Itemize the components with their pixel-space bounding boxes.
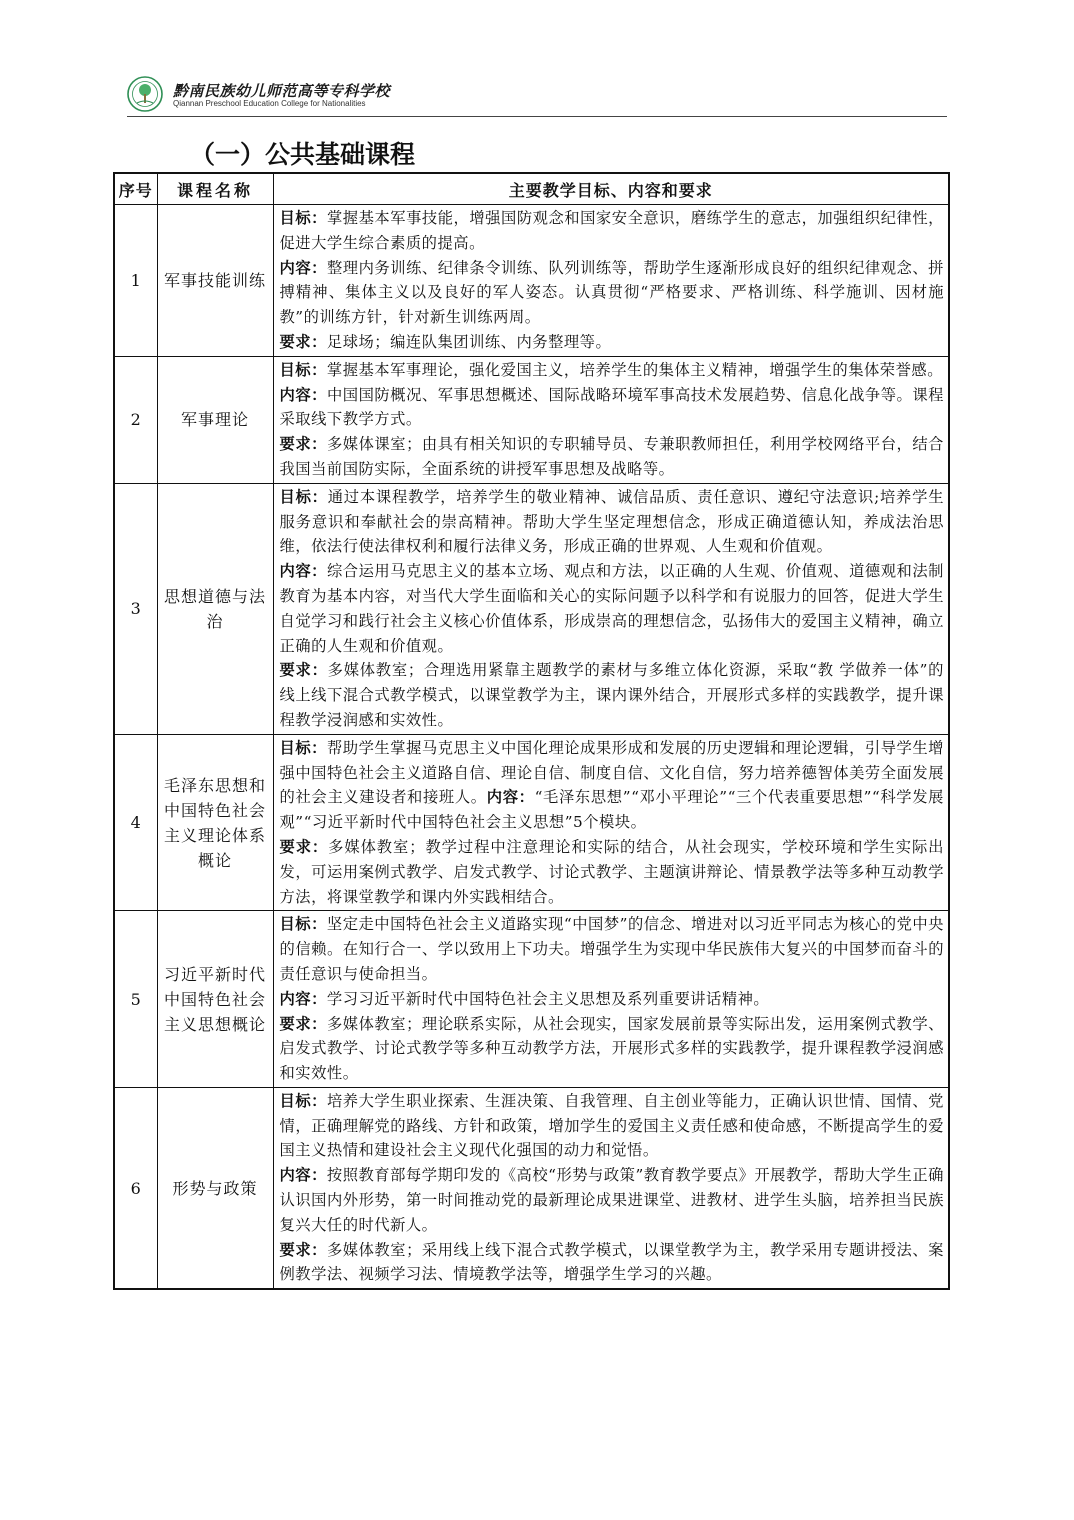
table-row [114, 483, 949, 734]
requirement-text: 多媒体教室；理论联系实际，从社会现实，国家发展前景等实际出发，运用案例式教学、启发式教学、讨论式教学等多种互动教学方法，开展形式多样的实践教学，提升课程教学浸润感和实效性。 [279, 1014, 944, 1083]
table-row [114, 356, 949, 483]
content-label: 内容： [279, 562, 327, 581]
requirement-text: 多媒体课室；由具有相关知识的专职辅导员、专兼职教师担任，利用学校网络平台，结合我国当前国防实际，全面系统的讲授军事思想及战略等。 [279, 435, 944, 478]
content-paragraph [280, 383, 945, 433]
course-description [273, 911, 949, 1088]
goal-text: 帮助学生掌握马克思主义中国化理论成果形成和发展的历史逻辑和理论逻辑，引导学生增强中国特色社会主义道路自信、理论自信、制度自信、文化自信，努力培养德智体美劳全面发展的社会主义建设者和接班人。 [279, 738, 944, 807]
page-header [127, 72, 947, 116]
school-logo-icon [127, 76, 163, 112]
requirement-paragraph [280, 1238, 945, 1288]
goal-text: 掌握基本军事技能，增强国防观念和国家安全意识，磨练学生的意志，加强组织纪律性，促进大学生综合素质的提高。 [279, 209, 944, 252]
table-row [114, 1087, 949, 1289]
goal-paragraph [280, 736, 945, 835]
section-title: （一）公共基础课程 [190, 140, 416, 169]
table-row [114, 911, 949, 1088]
header-divider [127, 116, 947, 117]
table-row [114, 734, 949, 911]
course-name: 思想道德与法治 [157, 483, 273, 734]
requirement-text: 多媒体教室；采用线上线下混合式教学模式，以课堂教学为主，教学采用专题讲授法、案例教学法、视频学习法、情境教学法等，增强学生学习的兴趣。 [279, 1240, 944, 1284]
requirement-paragraph [280, 658, 945, 732]
course-description [273, 356, 949, 483]
content-label: 内容： [279, 385, 327, 404]
row-number: 4 [114, 734, 157, 911]
goal-paragraph [280, 485, 945, 559]
goal-text: 通过本课程教学，培养学生的敬业精神、诚信品质、责任意识、遵纪守法意识;培养学生服务意识和奉献社会的崇高精神。帮助大学生坚定理想信念，形成正确道德认知，养成法治思维，依法行使法律权利和履行法律义务，形成正确的世界观、人生观和价值观。 [279, 487, 944, 556]
course-name: 军事理论 [157, 356, 273, 483]
course-name: 习近平新时代中国特色社会主义思想概论 [157, 911, 273, 1088]
requirement-paragraph [280, 432, 945, 482]
content-text: 按照教育部每学期印发的《高校“形势与政策”教育教学要点》开展教学，帮助大学生正确认识国内外形势，第一时间推动党的最新理论成果进课堂、进教材、进学生头脑，培养担当民族复兴大任的时代新人。 [279, 1166, 944, 1234]
requirement-label: 要求： [279, 837, 329, 856]
content-text: 综合运用马克思主义的基本立场、观点和方法，以正确的人生观、价值观、道德观和法制教育为基本内容，对当代大学生面临和关心的实际问题予以科学和有说服力的回答，促进大学生自觉学习和践行社会主义核心价值体系，形成崇高的理想信念，弘扬伟大的爱国主义精神，确立正确的人生观和价值观。 [279, 562, 944, 655]
content-paragraph [280, 987, 945, 1012]
content-paragraph [280, 559, 945, 658]
goal-paragraph [280, 358, 945, 383]
requirement-paragraph [280, 835, 945, 909]
content-paragraph [280, 1163, 945, 1237]
course-description [273, 205, 949, 357]
school-name-en: Qiannan Preschool Education College for Nationalities [173, 99, 366, 108]
course-name: 形势与政策 [157, 1087, 273, 1289]
goal-text: 培养大学生职业探索、生涯决策、自我管理、自主创业等能力，正确认识世情、国情、党情，正确理解党的路线、方针和政策，增加学生的爱国主义责任感和使命感，不断提高学生的爱国主义热情和建设社会主义现代化强国的动力和觉悟。 [279, 1091, 944, 1160]
row-number: 6 [114, 1087, 157, 1289]
goal-paragraph [280, 206, 945, 256]
requirement-label: 要求： [279, 1014, 327, 1033]
goal-label: 目标： [279, 738, 327, 757]
course-description [273, 1087, 949, 1289]
school-name-cn: 黔南民族幼儿师范高等专科学校 [173, 82, 391, 100]
course-name: 军事技能训练 [157, 205, 273, 357]
row-number: 2 [114, 356, 157, 483]
requirement-text: 足球场；编连队集团训练、内务整理等。 [326, 332, 612, 351]
course-name: 毛泽东思想和中国特色社会主义理论体系概论 [157, 734, 273, 911]
goal-label: 目标： [279, 915, 327, 934]
requirement-text: 多媒体教室；合理选用紧靠主题教学的素材与多维立体化资源，采取“教 学做养一体”的线上线下混合式教学模式，以课堂教学为主，课内课外结合，开展形式多样的实践教学，提升课程教学浸润感和实效性。 [279, 661, 944, 729]
goal-label: 目标： [279, 1091, 327, 1110]
content-label: 内容： [279, 989, 327, 1008]
column-header-desc: 主要教学目标、内容和要求 [273, 173, 949, 205]
content-label: 内容： [486, 788, 535, 807]
requirement-paragraph [280, 1012, 945, 1086]
content-text: 整理内务训练、纪律条令训练、队列训练等，帮助学生逐渐形成良好的组织纪律观念、拼搏精神、集体主义以及良好的军人姿态。认真贯彻“严格要求、严格训练、科学施训、因材施教”的训练方针，针对新生训练两周。 [279, 258, 944, 327]
column-header-name: 课程名称 [157, 173, 273, 205]
content-text: 学习习近平新时代中国特色社会主义思想及系列重要讲话精神。 [326, 989, 770, 1008]
table-row [114, 205, 949, 357]
requirement-label: 要求： [279, 332, 327, 351]
goal-paragraph [280, 1089, 945, 1163]
requirement-label: 要求： [279, 1240, 327, 1259]
content-label: 内容： [279, 1166, 327, 1185]
goal-label: 目标： [279, 487, 328, 506]
requirement-label: 要求： [279, 435, 327, 454]
goal-label: 目标： [279, 360, 327, 379]
goal-paragraph [280, 912, 945, 986]
requirement-text: 多媒体教室；教学过程中注意理论和实际的结合，从社会现实，学校环境和学生实际出发，可运用案例式教学、启发式教学、讨论式教学、主题演讲辩论、情景教学法等多种互动教学方法，将课堂教学和课内外实践相结合。 [279, 837, 944, 906]
requirement-label: 要求： [279, 661, 328, 680]
column-header-no: 序号 [114, 173, 157, 205]
table-header-row [114, 173, 949, 205]
content-paragraph [280, 256, 945, 330]
requirement-paragraph [280, 330, 945, 355]
goal-text: 掌握基本军事理论，强化爱国主义，培养学生的集体主义精神，增强学生的集体荣誉感。 [326, 360, 943, 379]
content-text: 中国国防概况、军事思想概述、国际战略环境军事高技术发展趋势、信息化战争等。课程采取线下教学方式。 [279, 385, 944, 429]
content-label: 内容： [279, 258, 327, 277]
row-number: 5 [114, 911, 157, 1088]
row-number: 1 [114, 205, 157, 357]
content-text: “毛泽东思想”“邓小平理论”“三个代表重要思想”“科学发展观”“习近平新时代中国特色社会主义思想”5个模块。 [279, 788, 944, 832]
goal-text: 坚定走中国特色社会主义道路实现“中国梦”的信念、增进对以习近平同志为核心的党中央的信赖。在知行合一、学以致用上下功夫。增强学生为实现中华民族伟大复兴的中国梦而奋斗的责任意识与使命担当。 [279, 915, 944, 983]
course-table [113, 172, 950, 1290]
course-description [273, 483, 949, 734]
row-number: 3 [114, 483, 157, 734]
goal-label: 目标： [279, 209, 327, 227]
course-description [273, 734, 949, 911]
